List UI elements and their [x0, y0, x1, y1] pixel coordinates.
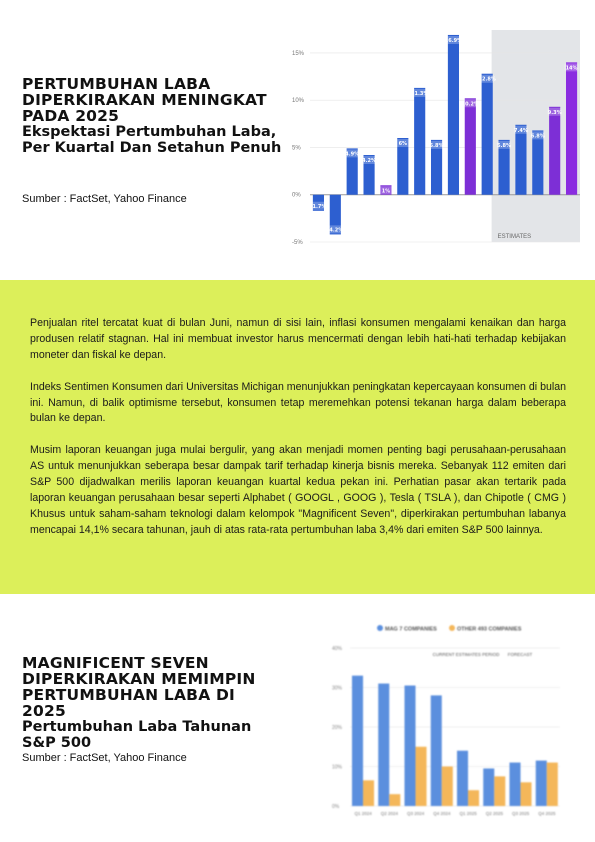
bar: [363, 780, 374, 806]
y-tick-label: 0%: [292, 192, 301, 199]
paragraph-1: Penjualan ritel tercatat kuat di bulan Juni, namun di sisi lain, inflasi konsumen mengalami kenaikan dan harga produsen relatif stagnan. Hal ini membuat investor harus mencermati dengan lebih hati-hati terhadap kebijakan moneter dan fiskal ke depan.: [30, 317, 566, 361]
bar: [468, 790, 479, 806]
bar: [352, 676, 363, 806]
bar: [532, 130, 543, 194]
top-heading: [22, 76, 282, 156]
bar: [483, 768, 494, 806]
bar: [457, 751, 468, 806]
bar: [510, 763, 521, 806]
x-tick-label: Q2 2025: [485, 811, 504, 816]
data-label: 14%: [565, 65, 578, 72]
top-section: [0, 0, 595, 280]
top-subtitle: Ekspektasi Pertumbuhan Laba, Per Kuartal Dan Setahun Penuh: [22, 124, 282, 156]
bar: [515, 125, 526, 195]
bar: [566, 62, 577, 194]
x-tick-label: Q1 2024: [354, 811, 372, 816]
bar: [414, 88, 425, 195]
bar: [442, 767, 453, 807]
legend-label: MAG 7 COMPANIES: [385, 626, 437, 633]
y-tick-label: 5%: [292, 145, 301, 152]
bottom-subtitle: Pertumbuhan Laba Tahunan S&P 500: [22, 719, 252, 751]
top-title: PERTUMBUHAN LABA DIPERKIRAKAN MENINGKAT PADA 2025: [22, 75, 267, 125]
article-body: [30, 316, 566, 555]
y-tick-label: 15%: [292, 50, 305, 57]
data-label: 5.8%: [429, 142, 444, 149]
data-label: 4.9%: [345, 151, 360, 158]
top-source: Sumber : FactSet, Yahoo Finance: [22, 193, 187, 205]
y-tick-label: 30%: [332, 685, 343, 692]
x-tick-label: Q3 2024: [406, 811, 425, 816]
legend-swatch: [449, 625, 455, 631]
annual-earnings-growth-chart: [330, 618, 566, 824]
data-label: -4.2%: [327, 227, 344, 234]
paragraph-3: Musim laporan keuangan juga mulai bergulir, yang akan menjadi momen penting bagi perusahaan-perusahaan AS untuk menunjukkan seberapa besar dampak tarif terhadap kinerja bisnis mereka. Sebanyak 112 emiten dari S&P 500 dijadwalkan merilis laporan keuangan kuartal kedua pekan ini. Perhatian pasar akan tertarik pada laporan keuangan perusahaan besar seperti Alphabet ( GOOGL , GOOG ), Tesla ( TSLA ), dan Chipotle ( CMG ) Khusus untuk saham-saham teknologi dalam kelompok "Magnificent Seven", diperkirakan pertumbuhan labanya mencapai 14,1% secara tahunan, jauh di atas rata-rata pertumbuhan laba 3,4% dari emiten S&P 500 lainnya.: [30, 444, 566, 536]
bottom-title: MAGNIFICENT SEVEN DIPERKIRAKAN MEMIMPIN PERTUMBUHAN LABA DI 2025: [22, 654, 256, 720]
data-label: 1%: [381, 188, 391, 195]
bar: [536, 761, 547, 806]
bottom-heading: [22, 655, 282, 751]
annotation-forecast: FORECAST: [507, 652, 533, 657]
bar: [389, 794, 400, 806]
bar: [482, 74, 493, 195]
annotation-current: CURRENT ESTIMATES PERIOD: [432, 652, 500, 657]
data-label: 10.2%: [461, 101, 479, 108]
x-tick-label: Q1 2025: [459, 811, 477, 816]
legend-swatch: [377, 625, 383, 631]
x-tick-label: Q4 2025: [538, 811, 556, 816]
bar: [465, 98, 476, 194]
y-tick-label: 20%: [332, 725, 343, 731]
bar: [431, 695, 442, 806]
x-tick-label: Q3 2025: [511, 811, 530, 816]
bottom-source: Sumber : FactSet, Yahoo Finance: [22, 752, 187, 764]
data-label: 12.8%: [478, 76, 496, 83]
data-label: 6.8%: [530, 133, 545, 140]
y-tick-label: 10%: [292, 98, 305, 105]
y-tick-label: 0%: [332, 804, 340, 810]
bar: [547, 763, 558, 806]
legend-label: OTHER 493 COMPANIES: [457, 626, 522, 633]
bar: [521, 782, 532, 806]
data-label: 7.4%: [514, 127, 528, 134]
data-label: 4.2%: [362, 158, 376, 165]
data-label: 16.9%: [444, 37, 463, 44]
data-label: 11.3%: [411, 90, 429, 97]
paragraph-2: Indeks Sentimen Konsumen dari Universitas Michigan menunjukkan peningkatan kepercayaan konsumen di bulan ini. Namun, di balik optimisme tersebut, konsumen tetap meremehkan potensi tekanan harga dalam beberapa bulan ke depan.: [30, 380, 566, 425]
y-tick-label: 40%: [332, 646, 343, 652]
bar: [405, 686, 416, 806]
bar: [416, 747, 427, 806]
bar: [448, 35, 459, 195]
x-tick-label: Q4 2024: [433, 811, 451, 816]
y-tick-label: -5%: [292, 240, 303, 246]
data-label: -1.7%: [310, 203, 327, 210]
x-tick-label: Q2 2024: [380, 811, 399, 816]
data-label: 5.8%: [497, 142, 511, 149]
data-label: 9.3%: [547, 109, 562, 116]
quarterly-earnings-growth-chart: [288, 26, 584, 250]
data-label: 6%: [398, 141, 408, 147]
bar: [549, 107, 560, 195]
estimates-label: ESTIMATES: [497, 234, 532, 240]
y-tick-label: 10%: [332, 764, 343, 771]
bar: [494, 776, 505, 806]
bar: [378, 684, 389, 806]
